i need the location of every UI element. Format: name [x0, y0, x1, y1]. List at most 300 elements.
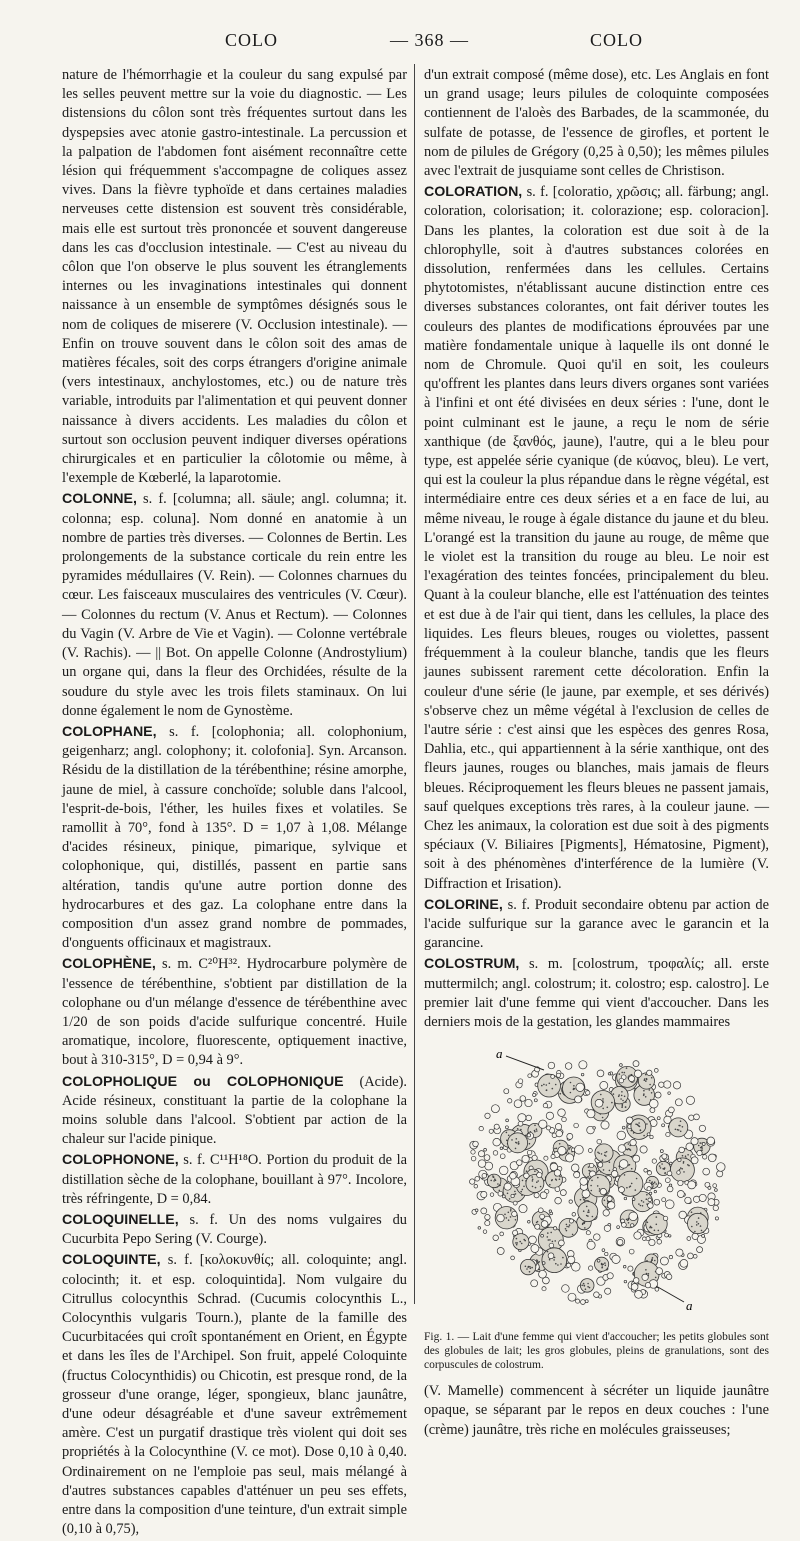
milk-globule	[574, 1172, 580, 1178]
granulation	[536, 1182, 538, 1184]
granulation	[507, 1193, 509, 1195]
granulation	[541, 1085, 543, 1087]
milk-globule	[556, 1130, 563, 1137]
granulation	[557, 1264, 559, 1266]
granulation	[649, 1084, 651, 1086]
granulation	[514, 1191, 516, 1193]
milk-globule	[632, 1198, 635, 1201]
granulation	[600, 1094, 602, 1096]
milk-globule	[541, 1221, 548, 1228]
granulation	[638, 1122, 640, 1124]
granulation	[583, 1211, 585, 1213]
granulation	[536, 1222, 538, 1224]
headword-coloquinelle: COLOQUINELLE,	[62, 1211, 179, 1228]
granulation	[698, 1217, 700, 1219]
milk-globule	[713, 1184, 717, 1188]
milk-globule	[543, 1104, 547, 1108]
milk-globule	[630, 1140, 636, 1146]
milk-globule	[665, 1233, 669, 1237]
entry-colophene	[62, 955, 407, 1070]
milk-globule	[657, 1240, 662, 1245]
granulation	[631, 1183, 633, 1185]
milk-globule	[494, 1124, 499, 1129]
granulation	[646, 1079, 648, 1081]
milk-globule	[657, 1117, 660, 1120]
milk-globule	[534, 1099, 537, 1102]
granulation	[597, 1185, 599, 1187]
granulation	[516, 1242, 518, 1244]
milk-globule	[652, 1159, 656, 1163]
granulation	[523, 1186, 525, 1188]
milk-globule	[688, 1253, 694, 1259]
granulation	[696, 1224, 698, 1226]
granulation	[508, 1135, 510, 1137]
granulation	[531, 1176, 533, 1178]
granulation	[680, 1167, 682, 1169]
milk-globule	[518, 1079, 523, 1084]
milk-globule	[504, 1183, 511, 1190]
milk-globule	[473, 1141, 479, 1147]
milk-globule	[660, 1257, 668, 1265]
granulation	[520, 1191, 522, 1193]
granulation	[517, 1128, 519, 1130]
granulation	[646, 1123, 648, 1125]
granulation	[587, 1283, 589, 1285]
milk-globule	[499, 1166, 508, 1175]
milk-globule	[527, 1134, 530, 1137]
granulation	[518, 1141, 520, 1143]
milk-globule	[617, 1226, 620, 1229]
granulation	[701, 1230, 703, 1232]
granulation	[515, 1193, 517, 1195]
entry-colostrum	[424, 955, 769, 1032]
granulation	[555, 1263, 557, 1265]
milk-globule	[508, 1099, 512, 1103]
granulation	[609, 1162, 611, 1164]
milk-globule	[549, 1210, 551, 1212]
granulation	[570, 1092, 572, 1094]
granulation	[588, 1170, 590, 1172]
milk-globule	[635, 1291, 643, 1299]
granulation	[516, 1238, 518, 1240]
granulation	[602, 1264, 604, 1266]
granulation	[649, 1180, 651, 1182]
milk-globule	[586, 1091, 590, 1095]
colostrum-figure	[424, 1040, 769, 1326]
milk-globule	[478, 1227, 481, 1230]
milk-globule	[669, 1235, 671, 1237]
granulation	[601, 1267, 603, 1269]
milk-globule	[569, 1200, 572, 1203]
granulation	[629, 1164, 631, 1166]
milk-globule	[687, 1237, 691, 1241]
granulation	[681, 1168, 683, 1170]
milk-globule	[679, 1147, 685, 1153]
milk-globule	[650, 1108, 655, 1113]
milk-globule	[663, 1216, 667, 1220]
headword-colophene: COLOPHÈNE,	[62, 956, 156, 973]
granulation	[536, 1130, 538, 1132]
granulation	[620, 1098, 622, 1100]
milk-globule	[666, 1274, 672, 1280]
figure-caption: Fig. 1. — Lait d'une femme qui vient d'accoucher; les petits globules sont des globules de lait; les gros globules, pleins de granulations, sont des corpuscules de colostrum.	[424, 1331, 769, 1372]
granulation	[678, 1129, 680, 1131]
milk-globule	[489, 1129, 493, 1133]
milk-globule	[693, 1255, 697, 1259]
granulation	[701, 1147, 703, 1149]
milk-globule	[647, 1070, 652, 1075]
granulation	[621, 1072, 623, 1074]
granulation	[495, 1180, 497, 1182]
milk-globule	[502, 1195, 505, 1198]
granulation	[619, 1073, 621, 1075]
milk-globule	[481, 1192, 487, 1198]
milk-globule	[634, 1070, 641, 1077]
milk-globule	[659, 1082, 664, 1087]
granulation	[493, 1176, 495, 1178]
milk-globule	[642, 1274, 648, 1280]
granulation	[622, 1100, 624, 1102]
granulation	[700, 1142, 702, 1144]
granulation	[643, 1201, 645, 1203]
granulation	[573, 1085, 575, 1087]
milk-globule	[594, 1292, 600, 1298]
granulation	[550, 1232, 552, 1234]
granulation	[574, 1088, 576, 1090]
granulation	[546, 1084, 548, 1086]
granulation	[631, 1168, 633, 1170]
milk-globule	[513, 1201, 517, 1205]
granulation	[621, 1107, 623, 1109]
granulation	[531, 1267, 533, 1269]
milk-globule	[617, 1131, 626, 1140]
milk-globule	[478, 1160, 486, 1168]
granulation	[588, 1166, 590, 1168]
milk-globule	[572, 1213, 576, 1217]
milk-globule	[474, 1185, 478, 1189]
milk-globule	[655, 1092, 661, 1098]
granulation	[581, 1285, 583, 1287]
granulation	[654, 1230, 656, 1232]
left-column	[62, 66, 407, 1541]
milk-globule	[640, 1146, 647, 1153]
milk-globule	[542, 1287, 546, 1291]
granulation	[549, 1083, 551, 1085]
milk-globule	[569, 1219, 573, 1223]
milk-globule	[654, 1199, 660, 1205]
colostrum-continuation: (V. Mamelle) commencent à sécréter un liquide jaunâtre opaque, se séparant par le repos en deux couches : l'une (crème) jaunâtre, très riche en molécules graisseuses;	[424, 1383, 769, 1438]
granulation	[621, 1095, 623, 1097]
granulation	[611, 1102, 613, 1104]
granulation	[655, 1277, 657, 1279]
milk-globule	[717, 1171, 723, 1177]
milk-globule	[532, 1155, 537, 1160]
granulation	[559, 1179, 561, 1181]
milk-globule	[554, 1170, 561, 1177]
granulation	[583, 1222, 585, 1224]
granulation	[559, 1143, 561, 1145]
milk-globule	[715, 1217, 718, 1220]
milk-globule	[699, 1194, 706, 1201]
milk-globule	[471, 1150, 475, 1154]
granulation	[653, 1183, 655, 1185]
granulation	[664, 1173, 666, 1175]
milk-globule	[629, 1212, 638, 1221]
milk-globule	[471, 1156, 476, 1161]
milk-globule	[482, 1174, 487, 1179]
granulation	[553, 1259, 555, 1261]
granulation	[566, 1230, 568, 1232]
milk-globule	[485, 1221, 490, 1226]
milk-globule	[688, 1181, 696, 1189]
milk-globule	[600, 1082, 608, 1090]
granulation	[655, 1183, 657, 1185]
milk-globule	[668, 1092, 671, 1095]
running-header	[60, 30, 760, 60]
milk-globule	[669, 1107, 675, 1113]
headword-coloquinte: COLOQUINTE,	[62, 1252, 161, 1269]
granulation	[566, 1226, 568, 1228]
column-divider	[414, 64, 415, 1304]
milk-globule	[633, 1155, 640, 1162]
granulation	[647, 1222, 649, 1224]
milk-globule	[670, 1162, 673, 1165]
granulation	[591, 1180, 593, 1182]
granulation	[509, 1198, 511, 1200]
milk-globule	[678, 1180, 683, 1185]
granulation	[627, 1220, 629, 1222]
granulation	[532, 1179, 534, 1181]
granulation	[590, 1185, 592, 1187]
granulation	[597, 1152, 599, 1154]
colostrum-corpuscle	[559, 1219, 578, 1238]
figure-label-a-top: a	[496, 1046, 503, 1062]
milk-globule	[662, 1198, 666, 1202]
granulation	[651, 1260, 653, 1262]
milk-globule	[620, 1064, 623, 1067]
granulation	[522, 1189, 524, 1191]
granulation	[532, 1186, 534, 1188]
milk-globule	[589, 1163, 593, 1167]
granulation	[640, 1130, 642, 1132]
granulation	[700, 1147, 702, 1149]
granulation	[510, 1208, 512, 1210]
definition-colorine: s. f. Produit secondaire obtenu par action de l'acide sulfurique sur la garance avec le garancin et la garancine.	[424, 896, 769, 952]
milk-globule	[679, 1211, 687, 1219]
granulation	[622, 1104, 624, 1106]
granulation	[587, 1286, 589, 1288]
granulation	[546, 1090, 548, 1092]
milk-globule	[618, 1145, 626, 1153]
granulation	[526, 1171, 528, 1173]
granulation	[549, 1259, 551, 1261]
granulation	[562, 1257, 564, 1259]
entry-coloquinte	[62, 1251, 407, 1539]
milk-globule	[593, 1127, 596, 1130]
granulation	[691, 1212, 693, 1214]
granulation	[580, 1199, 582, 1201]
granulation	[621, 1091, 623, 1093]
granulation	[626, 1067, 628, 1069]
milk-globule	[634, 1232, 641, 1239]
granulation	[543, 1084, 545, 1086]
milk-globule	[629, 1249, 634, 1254]
granulation	[651, 1092, 653, 1094]
milk-globule	[691, 1157, 698, 1164]
headword-colonne: COLONNE,	[62, 491, 137, 508]
milk-globule	[666, 1132, 670, 1136]
granulation	[607, 1107, 609, 1109]
granulation	[601, 1153, 603, 1155]
milk-globule	[697, 1150, 702, 1155]
milk-globule	[680, 1260, 688, 1268]
milk-globule	[513, 1230, 518, 1235]
granulation	[534, 1131, 536, 1133]
headword-colophane: COLOPHANE,	[62, 723, 157, 740]
milk-globule	[633, 1061, 639, 1067]
granulation	[555, 1084, 557, 1086]
milk-globule	[622, 1126, 625, 1129]
milk-globule	[500, 1154, 505, 1159]
milk-globule	[708, 1199, 715, 1206]
milk-globule	[537, 1172, 542, 1177]
milk-globule	[605, 1252, 608, 1255]
granulation	[624, 1096, 626, 1098]
granulation	[602, 1098, 604, 1100]
milk-globule	[588, 1266, 592, 1270]
milk-globule	[665, 1178, 670, 1183]
milk-globule	[518, 1122, 523, 1127]
granulation	[675, 1129, 677, 1131]
granulation	[511, 1139, 513, 1141]
granulation	[506, 1132, 508, 1134]
headword-colophonone: COLOPHONONE,	[62, 1152, 179, 1169]
milk-globule	[548, 1253, 554, 1259]
granulation	[591, 1190, 593, 1192]
granulation	[618, 1094, 620, 1096]
milk-globule	[493, 1151, 498, 1156]
milk-globule	[623, 1266, 626, 1269]
granulation	[701, 1149, 703, 1151]
colostrum-corpuscle	[670, 1158, 694, 1182]
milk-globule	[647, 1133, 650, 1136]
milk-globule	[699, 1125, 705, 1131]
milk-globule	[500, 1232, 504, 1236]
granulation	[626, 1219, 628, 1221]
milk-globule	[568, 1293, 576, 1301]
granulation	[525, 1266, 527, 1268]
granulation	[602, 1117, 604, 1119]
granulation	[625, 1106, 627, 1108]
milk-globule	[504, 1089, 509, 1094]
granulation	[659, 1165, 661, 1167]
granulation	[604, 1155, 606, 1157]
granulation	[569, 1224, 571, 1226]
milk-globule	[497, 1214, 505, 1222]
milk-globule	[662, 1154, 667, 1159]
granulation	[547, 1232, 549, 1234]
granulation	[586, 1215, 588, 1217]
granulation	[527, 1266, 529, 1268]
granulation	[560, 1093, 562, 1095]
granulation	[605, 1265, 607, 1267]
granulation	[547, 1236, 549, 1238]
granulation	[687, 1154, 689, 1156]
milk-globule	[490, 1193, 494, 1197]
milk-globule	[479, 1127, 483, 1131]
milk-globule	[555, 1198, 562, 1205]
milk-globule	[580, 1178, 588, 1186]
granulation	[643, 1135, 645, 1137]
granulation	[559, 1176, 561, 1178]
granulation	[549, 1184, 551, 1186]
milk-globule	[565, 1063, 572, 1070]
granulation	[568, 1226, 570, 1228]
milk-globule	[611, 1171, 618, 1178]
milk-globule	[650, 1100, 659, 1109]
granulation	[606, 1151, 608, 1153]
granulation	[700, 1225, 702, 1227]
milk-globule	[662, 1124, 665, 1127]
granulation	[651, 1227, 653, 1229]
milk-globule	[560, 1190, 566, 1196]
milk-globule	[607, 1196, 612, 1201]
granulation	[521, 1243, 523, 1245]
granulation	[651, 1077, 653, 1079]
granulation	[584, 1227, 586, 1229]
milk-globule	[633, 1278, 639, 1284]
granulation	[649, 1227, 651, 1229]
milk-globule	[597, 1139, 602, 1144]
milk-globule	[703, 1168, 710, 1175]
milk-globule	[566, 1154, 574, 1162]
milk-globule	[571, 1164, 579, 1172]
milk-globule	[644, 1169, 648, 1173]
granulation	[649, 1089, 651, 1091]
entry-colopholique	[62, 1073, 407, 1150]
granulation	[628, 1148, 630, 1150]
milk-globule	[600, 1189, 606, 1195]
milk-globule	[526, 1115, 532, 1121]
milk-globule	[544, 1156, 548, 1160]
milk-globule	[581, 1073, 584, 1076]
milk-globule	[619, 1187, 625, 1193]
granulation	[638, 1099, 640, 1101]
granulation	[680, 1121, 682, 1123]
milk-globule	[686, 1096, 694, 1104]
granulation	[604, 1200, 606, 1202]
granulation	[683, 1161, 685, 1163]
entry-coloquinelle	[62, 1211, 407, 1249]
granulation	[506, 1140, 508, 1142]
milk-globule	[603, 1210, 609, 1216]
granulation	[609, 1170, 611, 1172]
granulation	[643, 1090, 645, 1092]
granulation	[698, 1145, 700, 1147]
definition-coloration: s. f. [coloratio, χρῶσις; all. färbung; angl. coloration, colorisation; it. colorazione; esp. coloracion]. Dans les plantes, la coloration est due soit à de la chlorophylle, soit à d'autres substances colorées en dissolution, renfermées dans les cellules. Certains phytotomistes, n'établissant aucune distinction entre ces diverses substances colorantes, ont fait dériver toutes les couleurs des plantes de modifications éprouvées par une matière fondamentale unique à laquelle ils ont donné le nom de Chromule. Quoi qu'il en soit, les couleurs qu'offrent les plantes dans leurs divers organes sont variées à l'infini et ont été divisées en deux séries : l'une, dont le point culminant est le jaune, a reçu le nom de série xanthique (de ξανθός, jaune), l'autre, qui a le bleu pour type, est appelée série cyanique (de κύανος, bleu). Le vert, qui est la couleur la plus répandue dans le règne végétal, est intermédiaire entre ces deux séries et a en face de lui, au même niveau, le rouge à égale distance du jaune et du bleu. L'orangé est la transition du jaune au rouge, de même que le violet est la transition du rouge au bleu. Le noir est l'exagération des teintes foncées, principalement du bleu. Quant à la couleur blanche, elle est l'atténuation des teintes et est due à de l'air qui tient, dans les cellules, la place des liquides. Les fleurs bleues, rouges ou violettes, passent fréquemment à la couleur blanche, tandis que les fleurs jaunes subissent rarement cette décoloration. Enfin la couleur d'une série (le jaune, par exemple, et ses dérivés) s'observe chez un même végétal à l'exclusion de celles de l'autre série : c'est ainsi que les espèces des genres Rosa, Dahlia, etc., qui appartiennent à la série xanthique, ont des fleurs jaunes, rouges ou blanches, mais jamais de fleurs bleues. Réciproquement les fleurs bleues ne passent jamais, sauf quelques exceptions très rares, à la couleur jaune. — Chez les animaux, la coloration est due soit à des pigments spéciaux (V. Biliaires [Pigments], Hématosine, Pigment), soit à des phénomènes d'interférence de la lumière (V. Diffraction et Irisation).	[424, 184, 769, 892]
page-number: — 368 —	[390, 30, 469, 50]
milk-globule	[485, 1113, 490, 1118]
granulation	[661, 1163, 663, 1165]
granulation	[683, 1171, 685, 1173]
milk-globule	[514, 1100, 522, 1108]
milk-globule	[677, 1191, 684, 1198]
milk-globule	[645, 1283, 650, 1288]
milk-globule	[558, 1147, 566, 1155]
granulation	[566, 1224, 568, 1226]
milk-globule	[566, 1263, 570, 1267]
granulation	[508, 1212, 510, 1214]
